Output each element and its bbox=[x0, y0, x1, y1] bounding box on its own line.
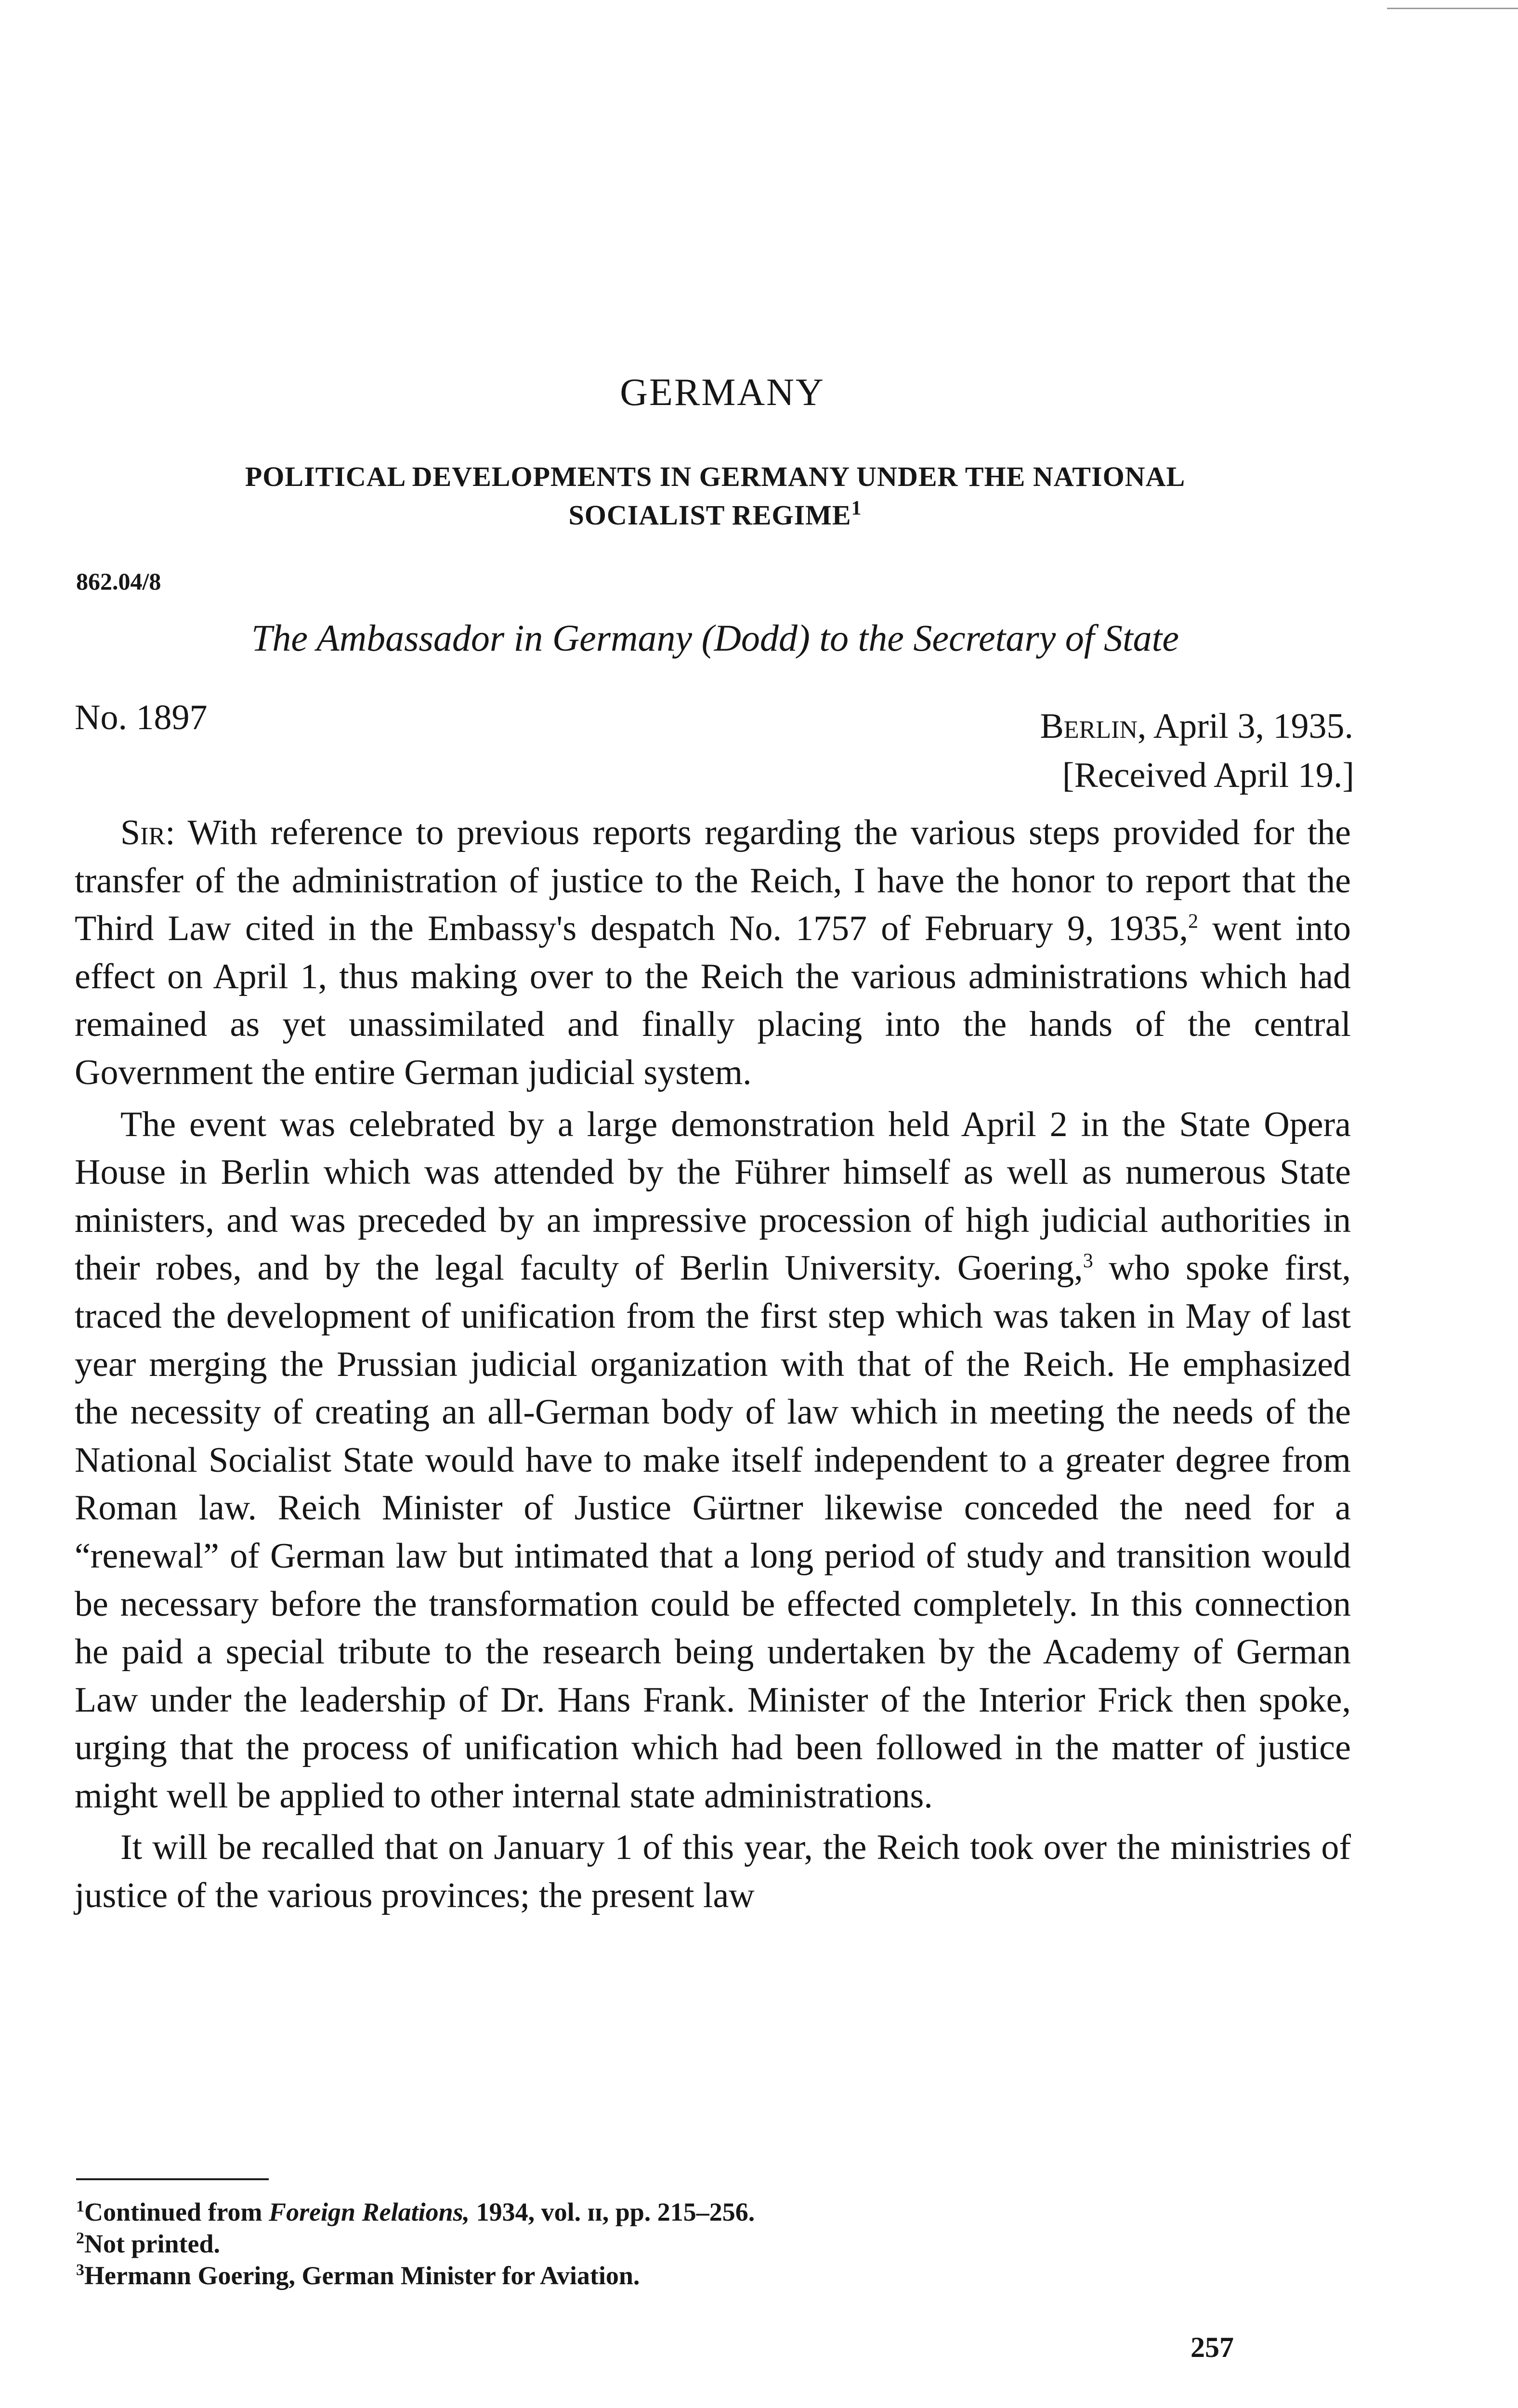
footnote-3-mark: 3 bbox=[76, 2261, 84, 2279]
footnote-ref-1[interactable]: 1 bbox=[851, 497, 862, 520]
top-edge-rule bbox=[1387, 8, 1518, 9]
footnote-divider bbox=[76, 2178, 269, 2180]
document-heading: The Ambassador in Germany (Dodd) to the Secretary of State bbox=[251, 617, 1179, 659]
paragraph-2 bbox=[75, 1101, 1351, 1820]
paragraph-2-text-b: who spoke first, traced the development of unification from the first step which was taken in May of last year merging the Prussian judicial organization with that of the Reich. He emphasized the necessity of creating an all-German body of law which in meeting the needs of the National Socialist State would have to make itself independent to a greater degree from Roman law. Reich Minister of Justice Gürtner likewise conceded the need for a “renewal” of German law but intimated that a long period of study and transition would be necessary before the transformation could be effected completely. In this connection he paid a special tribute to the research being undertaken by the Academy of German Law under the leadership of Dr. Hans Frank. Minister of the Interior Frick then spoke, urging that the process of unification which had been followed in the matter of justice might well be applied to other internal state administrations. bbox=[75, 1248, 1351, 1816]
footnote-1-text-b: 1934, vol. ɪɪ, pp. 215–256. bbox=[470, 2198, 755, 2226]
footnote-ref-3[interactable]: 3 bbox=[1083, 1250, 1093, 1272]
footnote-1-italic: Foreign Relations, bbox=[269, 2198, 470, 2226]
footnote-2 bbox=[76, 2228, 1328, 2260]
dateline-date: , April 3, 1935. bbox=[1137, 707, 1353, 746]
subject-line-1: POLITICAL DEVELOPMENTS IN GERMANY UNDER THE NATIONAL bbox=[245, 461, 1186, 492]
footnote-2-text: Not printed. bbox=[84, 2229, 220, 2258]
footnote-1-mark: 1 bbox=[76, 2198, 84, 2215]
footnote-1-text-a: Continued from bbox=[84, 2198, 269, 2226]
subject-line-2-text: SOCIALIST REGIME bbox=[568, 499, 851, 531]
salutation: Sir bbox=[120, 813, 166, 852]
footnote-3 bbox=[76, 2260, 1328, 2291]
file-number: 862.04/8 bbox=[76, 568, 161, 595]
footnote-2-mark: 2 bbox=[76, 2229, 84, 2247]
paragraph-3: It will be recalled that on January 1 of this year, the Reich took over the ministries of justice of the various provinces; the present law bbox=[75, 1828, 1351, 1916]
footnote-3-text: Hermann Goering, German Minister for Aviation. bbox=[84, 2261, 640, 2290]
letter-body bbox=[75, 809, 1351, 1920]
page-number: 257 bbox=[1191, 2331, 1234, 2363]
subject-heading bbox=[75, 458, 1356, 535]
footnote-1 bbox=[76, 2196, 1328, 2228]
paragraph-1-text-b: went into effect on April 1, thus making over to the Reich the various administrations which had remained as yet unassimilated and finally placing into the hands of the central Government the entire German judicial system. bbox=[75, 909, 1351, 1092]
subject-line-2 bbox=[75, 496, 1356, 535]
paragraph-2-text-a: The event was celebrated by a large demonstration held April 2 in the State Opera House in Berlin which was attended by the Führer himself as well as numerous State ministers, and was preceded by an impressive procession of high judicial authorities in their robes, and by the legal faculty of Berlin University. Goering, bbox=[75, 1104, 1351, 1288]
footnotes bbox=[76, 2196, 1328, 2291]
dateline-place: Berlin bbox=[1040, 707, 1138, 746]
dateline bbox=[1040, 706, 1353, 747]
section-title: GERMANY bbox=[620, 371, 825, 414]
paragraph-1 bbox=[75, 809, 1351, 1097]
document-number: No. 1897 bbox=[75, 698, 208, 737]
footnote-ref-2[interactable]: 2 bbox=[1188, 910, 1198, 933]
received-date: [Received April 19.] bbox=[1062, 756, 1354, 795]
paragraph-1-text-a: : With reference to previous reports regarding the various steps provided for the transfer of the administration of justice to the Reich, I have the honor to report that the Third Law cited in the Embassy's despatch No. 1757 of February 9, 1935, bbox=[75, 813, 1351, 949]
